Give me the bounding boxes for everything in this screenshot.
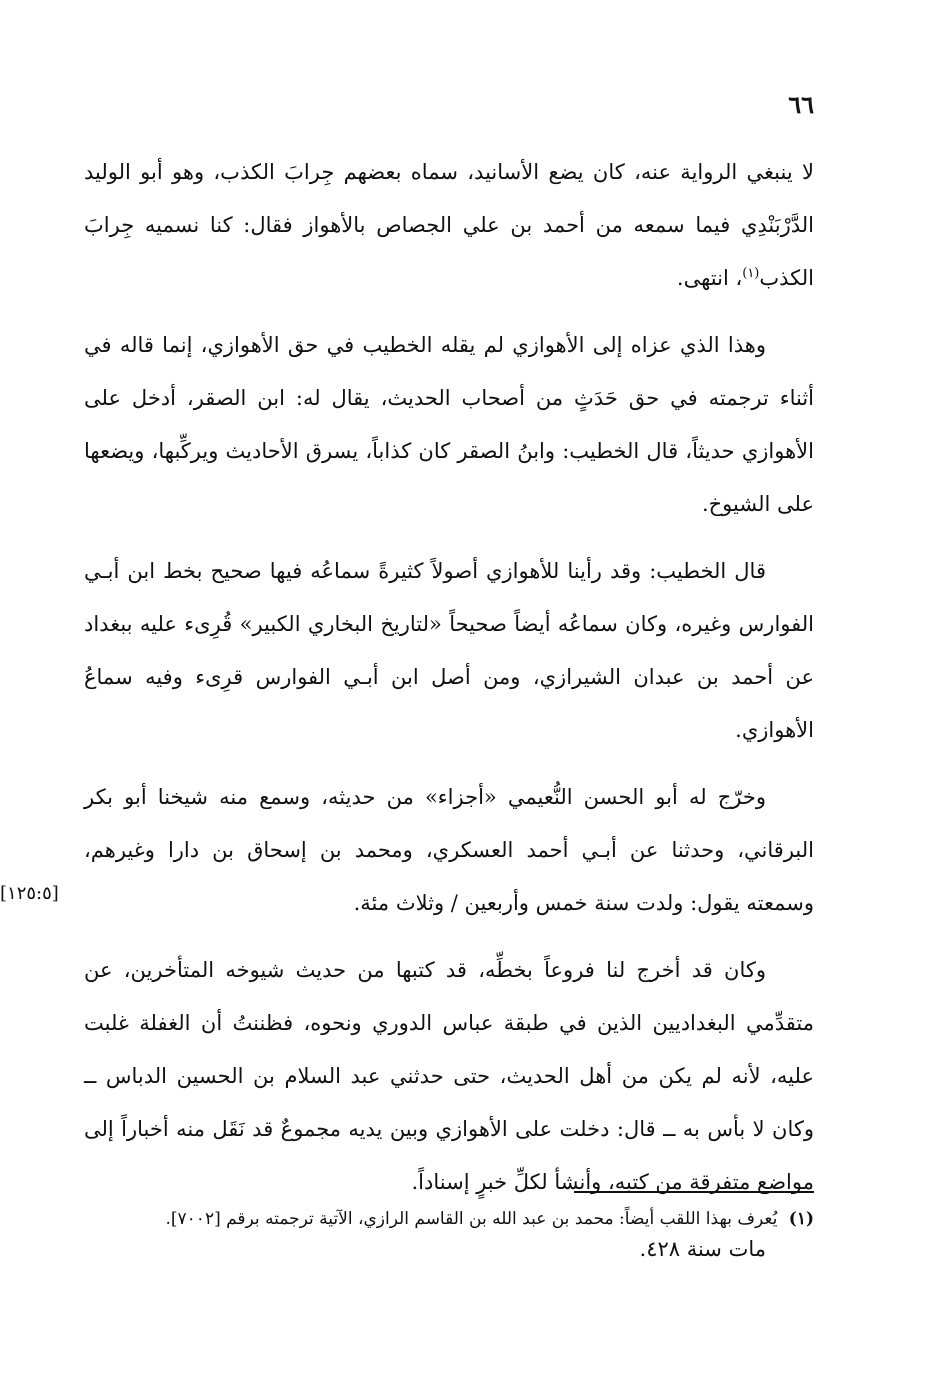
paragraph-1-text: لا ينبغي الرواية عنه، كان يضع الأسانيد، سماه بعضهم جِرابَ الكذب، وهو أبو الوليد الدَّرْبَنْدِي فيما سمعه من أحمد بن علي الجصاص بالأهواز فقال: كنا نسميه جِرابَ الكذب	[84, 160, 814, 290]
footnote-number: (١)	[788, 1209, 814, 1229]
page-number: ٦٦	[788, 90, 814, 119]
footnote-marker[interactable]: (١)	[742, 266, 760, 281]
paragraph-1	[84, 146, 814, 305]
paragraph-3: قال الخطيب: وقد رأينا للأهوازي أصولاً كثيرةً سماعُه فيها صحيح بخط ابن أبـي الفوارس وغيره، وكان سماعُه أيضاً صحيحاً «لتاريخ البخاري الكبير» قُرِىء عليه ببغداد عن أحمد بن عبدان الشيرازي، ومن أصل ابن أبـي الفوارس قرِىء وفيه سماعُ الأهوازي.	[84, 559, 814, 742]
main-text	[0, 146, 814, 1290]
paragraph-4	[0, 771, 814, 930]
footnote-text: يُعرف بهذا اللقب أيضاً: محمد بن عبد الله بن القاسم الرازي، الآتية ترجمته برقم [٧٠٠٢].	[165, 1209, 778, 1229]
paragraph-5: وكان قد أخرج لنا فروعاً بخطِّه، قد كتبها من حديث شيوخه المتأخرين، عن متقدِّمي البغداديين الذين في طبقة عباس الدوري ونحوه، فظننتُ أن الغفلة غلبت عليه، لأنه لم يكن من أهل الحديث، حتى حدثني عبد السلام بن الحسين الدباس ــ وكان لا بأس به ــ قال: دخلت على الأهوازي وبين يديه مجموعٌ قد نَقَل منه أخباراً إلى مواضع متفرقة من كتبه، وأنشأ لكلِّ خبرٍ إسناداً.	[84, 958, 814, 1194]
footnote-divider	[574, 1191, 814, 1193]
paragraph-2: وهذا الذي عزاه إلى الأهوازي لم يقله الخطيب في حق الأهوازي، إنما قاله في أثناء ترجمته في حق حَدَثٍ من أصحاب الحديث، يقال له: ابن الصقر، أدخل على الأهوازي حديثاً، قال الخطيب: وابنُ الصقر كان كذاباً، يسرق الأحاديث ويركِّبها، ويضعها على الشيوخ.	[84, 333, 814, 516]
margin-reference: [١٢٥:٥]	[0, 883, 59, 904]
book-page	[0, 80, 814, 1280]
footnote	[84, 1200, 814, 1238]
paragraph-1-tail: ، انتهى.	[676, 266, 743, 290]
death-date-line: مات سنة ٤٢٨.	[639, 1237, 766, 1261]
paragraph-4-text: وخرّج له أبو الحسن النُّعيمي «أجزاء» من حديثه، وسمع منه شيخنا أبو بكر البرقاني، وحدثنا عن أبـي أحمد العسكري، ومحمد بن إسحاق بن دارا وغيرهم، وسمعته يقول: ولدت سنة خمس وأربعين / وثلاث مئة.	[84, 785, 814, 915]
